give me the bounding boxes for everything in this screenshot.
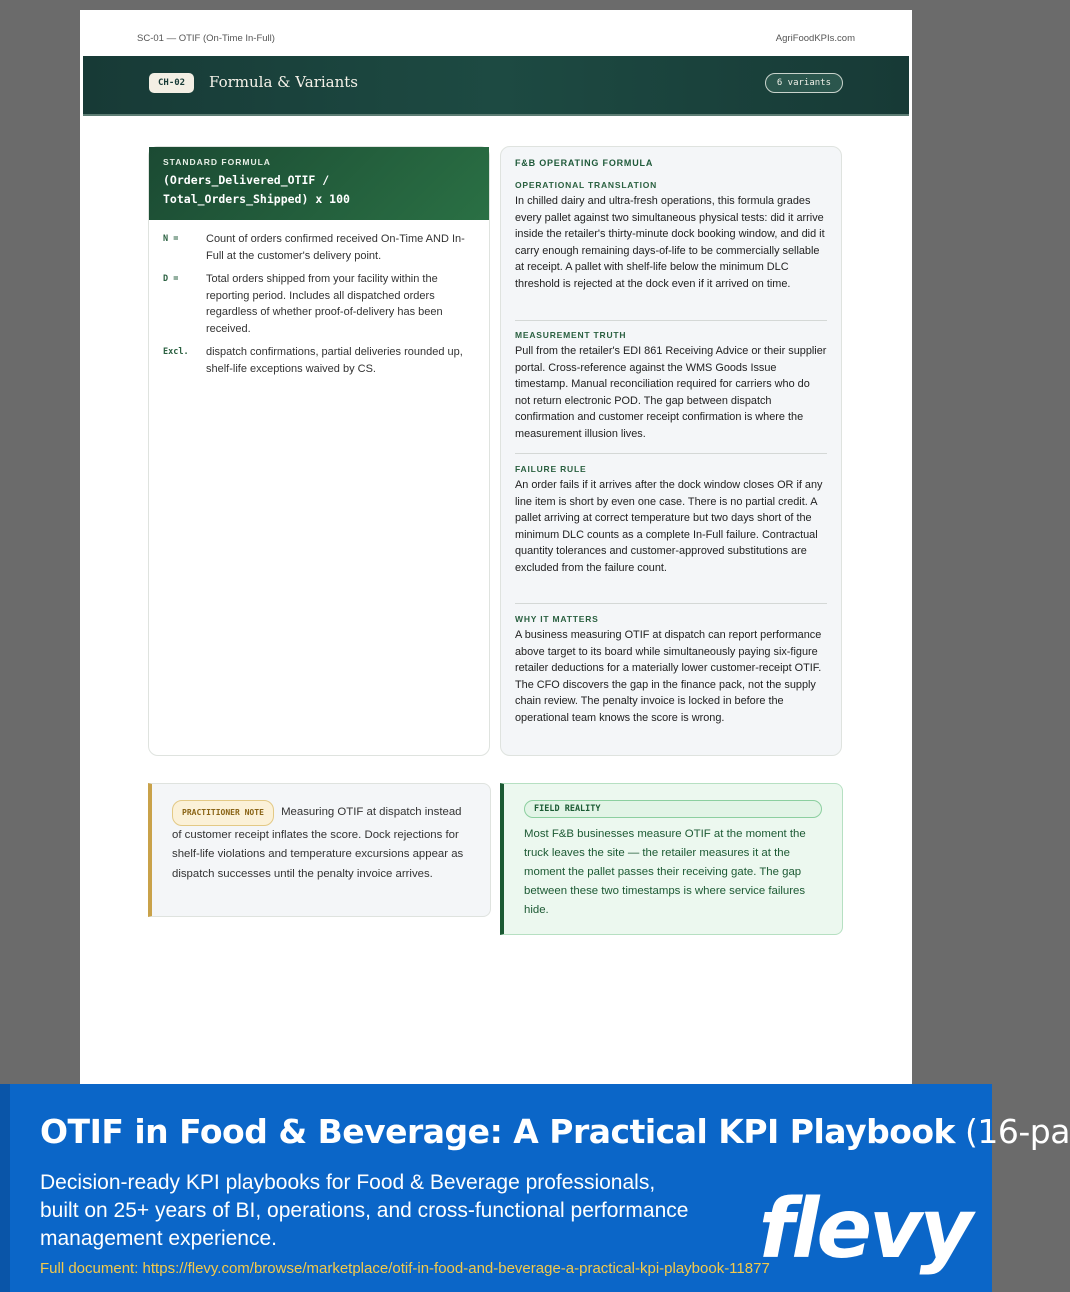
practitioner-note-text: Measuring OTIF at dispatch instead of customer receipt inflates the score. Dock rejections for shelf-life violations and temperature excursions appear as dispatch successes until the penalty invoice arrives. [172,806,464,880]
banner-edge [0,1084,10,1292]
definition-denominator [163,264,475,337]
practitioner-note-body [172,800,472,884]
site-name: AgriFoodKPIs.com [775,33,855,44]
chapter-title: Formula & Variants [209,73,358,91]
promo-banner [0,1084,1070,1292]
document-page [80,10,912,1084]
banner-title-main: OTIF in Food & Beverage: A Practical KPI Playbook [40,1112,955,1151]
formula-expression [163,171,475,209]
section-text: A business measuring OTIF at dispatch can report performance above target to its board while simultaneously paying six-figure retailer deductions for a materially lower customer-receipt OTIF. The CFO discovers the gap in the finance pack, not the supply chain review. The penalty invoice is locked in before the operational team knows the score is wrong. [515,629,822,724]
section-label: OPERATIONAL TRANSLATION [515,180,658,190]
definition-key: Excl. [163,347,189,357]
formula-line-1: (Orders_Delivered_OTIF / [163,173,330,187]
divider [515,603,827,604]
formula-label: STANDARD FORMULA [163,157,271,167]
practitioner-note-card [148,783,491,917]
field-reality-badge: FIELD REALITY [524,800,822,818]
section-text: In chilled dairy and ultra-fresh operations, this formula grades every pallet against two simultaneous physical tests: did it arrive inside the retailer's thirty-minute dock booking window, and did it carry enough remaining days-of-life to be commercially sellable at receipt. A pallet with shelf-life below the minimum DLC threshold is rejected at the dock even if it arrived on time. [515,195,825,290]
field-reality-text: Most F&B businesses measure OTIF at the moment the truck leaves the site — the retailer measures it at the moment the pallet passes their receiving gate. The gap between these two timestamps is where service failures hide. [524,828,806,916]
divider [515,320,827,321]
section-operational-translation [515,180,827,292]
definition-text: dispatch confirmations, partial deliveries rounded up, shelf-life exceptions waived by CS. [206,346,463,375]
formula-header [149,147,489,220]
field-reality-card [500,783,843,935]
definition-text: Total orders shipped from your facility within the reporting period. Includes all dispatched orders regardless of whether proof-of-delivery has been received. [206,273,443,335]
operating-formula-title: F&B OPERATING FORMULA [515,158,654,168]
section-text: Pull from the retailer's EDI 861 Receiving Advice or their supplier portal. Cross-reference against the WMS Goods Issue timestamp. Manual reconciliation required for carriers who do not return electronic POD. The gap between dispatch confirmation and customer receipt confirmation is where the measurement illusion lives. [515,345,827,440]
definition-text: Count of orders confirmed received On-Time AND In-Full at the customer's delivery point. [206,233,465,262]
section-failure-rule [515,464,827,576]
section-why-it-matters [515,614,827,726]
section-label: FAILURE RULE [515,464,587,474]
definition-key: D = [163,274,179,284]
practitioner-note-badge: PRACTITIONER NOTE [172,800,274,826]
section-text: An order fails if it arrives after the dock window closes OR if any line item is short by even one case. There is no partial credit. A pallet arriving at correct temperature but two days short of the minimum DLC counts as a complete In-Full failure. Contractual quantity tolerances and customer-approved substitutions are excluded from the failure count. [515,479,823,574]
variants-badge: 6 variants [765,73,843,93]
running-header [137,33,855,44]
divider [515,453,827,454]
banner-title-suffix: (16-pa [955,1112,1070,1151]
document-link[interactable]: Full document: https://flevy.com/browse/marketplace/otif-in-food-and-beverage-a-practical-kpi-playbook-11877 [40,1260,770,1277]
section-label: MEASUREMENT TRUTH [515,330,627,340]
doc-reference: SC-01 — OTIF (On-Time In-Full) [137,33,275,44]
operating-formula-card [500,146,842,756]
section-measurement-truth [515,330,827,442]
definition-key: N = [163,234,179,244]
definition-exclusions [163,337,475,377]
definition-numerator [163,220,475,264]
formula-line-2: Total_Orders_Shipped) x 100 [163,192,350,206]
banner-description: Decision-ready KPI playbooks for Food & Beverage professionals, built on 25+ years of BI, operations, and cross-functional performance management experience. [40,1171,689,1250]
standard-formula-card [148,146,490,756]
flevy-logo[interactable]: flevy [758,1182,970,1277]
section-label: WHY IT MATTERS [515,614,599,624]
chapter-bar [83,56,909,116]
banner-title [40,1112,1070,1151]
chapter-badge: CH-02 [149,73,194,93]
